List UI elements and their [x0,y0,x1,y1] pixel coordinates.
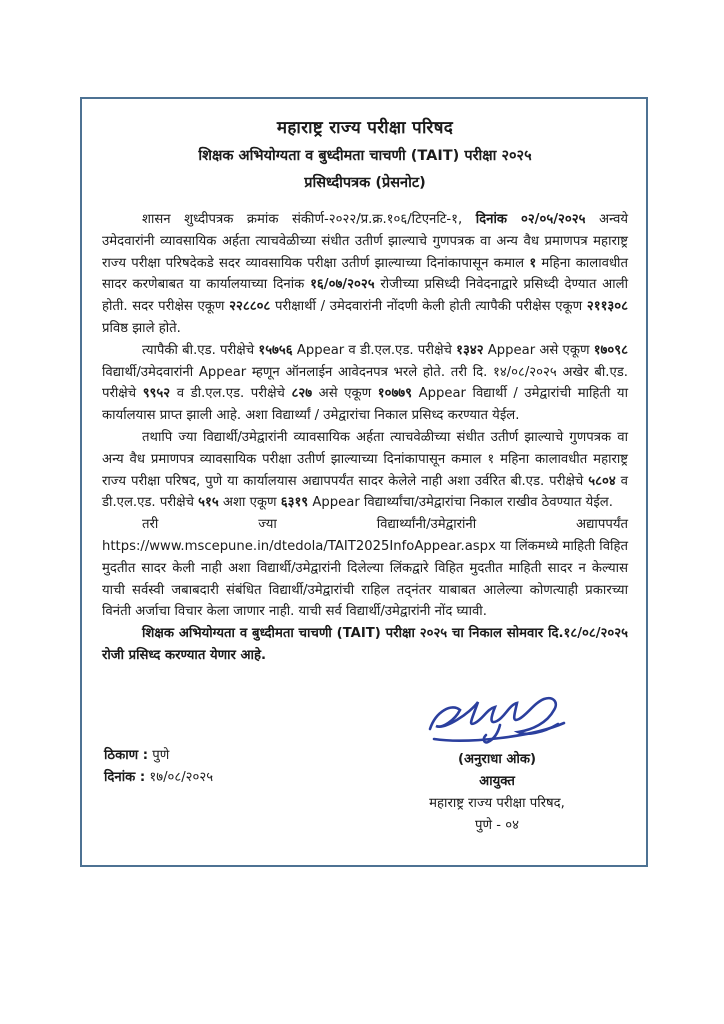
text-segment: शासन शुध्दीपत्रक क्रमांक संकीर्ण-२०२२/प्र.क्र.१०६/टिएनटि-१, [142,212,476,227]
text-segment: व डी.एल.एड. परीक्षेचे [170,386,292,402]
text-segment: १ [529,255,537,271]
signature-block [372,687,622,837]
text-segment: अन्वये उमेदवारांनी व्यावसायिक अर्हता त्याचवेळीच्या संधीत उतीर्ण झाल्याचे गुणपत्रक वा अन्य वैध प्रमाणपत्र महाराष्ट्र राज्य परीक्षा परिषदेकडे सदर व्यावसायिक परीक्षा उतीर्ण झाल्याच्या दिनांकापासून कमाल [102,212,628,271]
text-segment: Appear व डी.एल.एड. परीक्षेचे [292,342,457,358]
text-segment: त्यापैकी बी.एड. परीक्षेचे [142,342,259,358]
text-segment: ५१५ [198,495,219,511]
text-segment: असे एकूण [312,386,378,402]
result-info-url: https://www.mscepune.in/dtedola/TAIT2025InfoAppear.aspx [102,538,496,554]
pressnote-document-sheet [80,97,648,867]
paragraph-4 [102,514,628,623]
paragraph-3 [102,427,628,514]
text-segment: १७०९८ [593,342,628,358]
text-segment: व डी.एल.एड. परीक्षेचे [102,473,628,511]
document-body [102,209,628,667]
text-segment: Appear असे एकूण [483,342,594,358]
text-segment: २११३०८ [586,299,629,315]
text-segment: Appear विद्यार्थी / उमेद्वारांची माहिती या कार्यालयास प्राप्त झाली आहे. अशा विद्यार्थ्यां / उमेद्वारांचा निकाल प्रसिध्द करण्यात येईल. [102,386,628,424]
date-label: दिनांक : [104,769,146,785]
text-segment: ६३१९ [280,495,309,511]
signatory-location: पुणे - ०४ [475,817,519,833]
text-segment: Appear विद्यार्थ्यांचा/उमेद्वारांचा निकाल राखीव ठेवण्यात येईल. [308,495,613,511]
signatory-name: (अनुराधा ओक) [458,751,536,767]
text-segment: १६/०७/२०२५ [310,277,375,293]
text-segment: २२८८०८ [229,299,271,315]
text-segment: ८२७ [291,386,313,402]
place-value: पुणे [152,747,170,763]
text-segment: या लिंकमध्ये माहिती विहित मुदतीत सादर केली नाही अशा विद्यार्थी/उमेद्वारांनी दिलेल्या लिंकद्वारे विहित मुदतीत माहिती सादर न केल्यास याची सर्वस्वी जबाबदारी संबंधित विद्यार्थी/उमेद्वारांची राहिल तद्नंतर याबाबत आलेल्या कोणत्याही प्रकारच्या विनंती अर्जाचा विचार केला जाणार नाही. याची सर्व विद्यार्थी/उमेद्वारांनी नोंद घ्यावी. [102,538,628,620]
date-line [104,767,213,789]
date-value: १७/०८/२०२५ [149,769,214,785]
text-segment: परीक्षार्थी / उमेदवारांनी नोंदणी केली होती त्यापैकी परीक्षेस एकूण [270,299,587,315]
document-header [102,115,628,192]
text-segment: अशा एकूण [218,495,281,511]
text-segment: रोजीच्या प्रसिध्दी निवेदनाद्वारे प्रसिध्दी देण्यात आली होती. सदर परीक्षेस एकूण [102,277,628,315]
exam-title: शिक्षक अभियोग्यता व बुध्दीमता चाचणी (TAIT) परीक्षा २०२५ [198,148,532,164]
text-segment: तथापि ज्या विद्यार्थी/उमेद्वारांनी व्यावसायिक अर्हता त्याचवेळीच्या संधीत उतीर्ण झाल्याचे गुणपत्रक वा अन्य वैध प्रमाणपत्र व्यावसायिक परीक्षा उतीर्ण झाल्याच्या दिनांकापासून कमाल १ महिना कालावधीत महाराष्ट्र राज्य परीक्षा परिषद, पुणे या कार्यालयास अद्यापपर्यंत सादर केलेले नाही अशा उर्वरित बी.एड. परीक्षेचे [102,429,628,489]
paragraph-2 [102,340,628,427]
text-segment: १३४२ [456,342,484,358]
paragraph-1 [102,209,628,340]
place-date-footer [104,745,213,789]
place-line [104,745,213,767]
text-segment: १०७७९ [377,386,413,402]
text-segment: ५८०४ [588,473,616,489]
text-segment: महिना कालावधीत सादर करणेबाबत या कार्यालयाच्या दिनांक [102,255,628,293]
text-segment: दिनांक ०२/०५/२०२५ [475,212,586,227]
place-label: ठिकाण : [104,747,149,763]
org-title: महाराष्ट्र राज्य परीक्षा परिषद [276,118,454,138]
text-segment: शिक्षक अभियोग्यता व बुध्दीमता चाचणी (TAIT) परीक्षा २०२५ चा निकाल सोमवार दि.१८/०८/२०२५ रोजी प्रसिध्द करण्यात येणार आहे. [102,626,628,663]
doc-type-title: प्रसिध्दीपत्रक (प्रेसनोट) [304,175,426,191]
signatory-organization: महाराष्ट्र राज्य परीक्षा परिषद, [429,795,565,811]
text-segment: विद्यार्थी/उमेदवारांनी Appear म्हणून ऑनलाईन आवेदनपत्र भरले होते. तरी दि. १४/०८/२०२५ अखेर बी.एड. परीक्षेचे [102,364,628,402]
text-segment: ९९५२ [142,386,171,402]
handwritten-signature-icon [412,687,582,749]
paragraph-5 [102,623,628,667]
signatory-designation: आयुक्त [479,773,515,789]
text-segment: तरी ज्या विद्यार्थ्यांनी/उमेद्वारांनी अद्यापपर्यंत [142,517,628,533]
text-segment: प्रविष्ठ झाले होते. [102,320,181,336]
signature-footer-zone [102,687,628,887]
text-segment: १५७५६ [258,342,293,358]
